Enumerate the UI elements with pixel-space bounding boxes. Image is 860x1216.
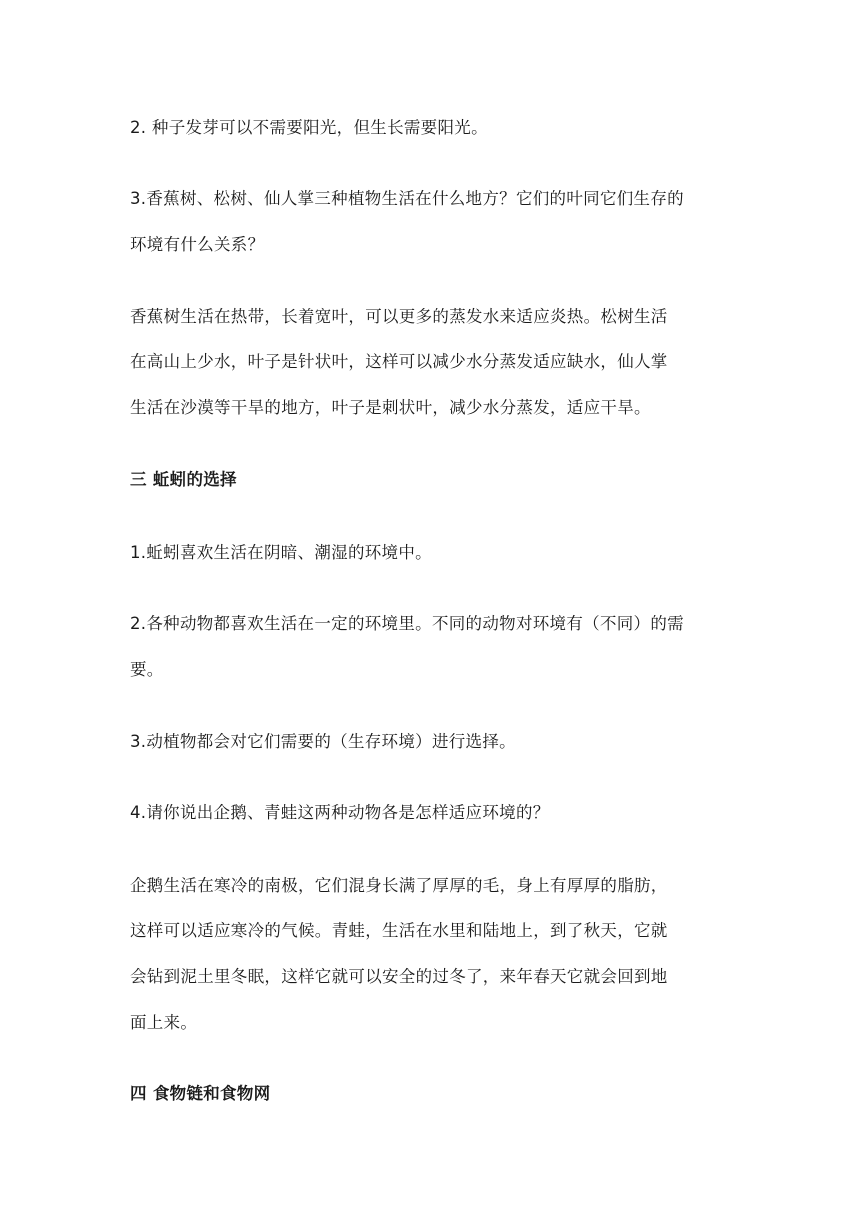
text-line-question-plants: 3.香蕉树、松树、仙人掌三种植物生活在什么地方？它们的叶同它们生存的 <box>130 189 684 208</box>
section-heading-earthworm: 三 蚯蚓的选择 <box>130 470 237 489</box>
text-line-animals-environment-cont: 要。 <box>130 660 164 679</box>
text-line-answer-penguin-3: 会钻到泥土里冬眠，这样它就可以安全的过冬了，来年春天它就会回到地 <box>130 967 668 986</box>
section-heading-food-chain: 四 食物链和食物网 <box>130 1084 271 1103</box>
text-line-selection: 3.动植物都会对它们需要的（生存环境）进行选择。 <box>130 732 516 751</box>
text-line-answer-penguin-4: 面上来。 <box>130 1013 198 1032</box>
text-line-animals-environment: 2.各种动物都喜欢生活在一定的环境里。不同的动物对环境有（不同）的需 <box>130 614 684 633</box>
text-line-question-plants-cont: 环境有什么关系？ <box>130 235 265 254</box>
text-line-question-penguin: 4.请你说出企鹅、青蛙这两种动物各是怎样适应环境的？ <box>130 803 550 822</box>
text-line-answer-penguin-1: 企鹅生活在寒冷的南极，它们混身长满了厚厚的毛，身上有厚厚的脂肪， <box>130 876 668 895</box>
text-line-answer-plants-1: 香蕉树生活在热带，长着宽叶，可以更多的蒸发水来适应炎热。松树生活 <box>130 307 668 326</box>
text-line-seed-sunlight: 2. 种子发芽可以不需要阳光，但生长需要阳光。 <box>130 118 488 137</box>
text-line-earthworm-1: 1.蚯蚓喜欢生活在阴暗、潮湿的环境中。 <box>130 543 432 562</box>
text-line-answer-plants-3: 生活在沙漠等干旱的地方，叶子是刺状叶，减少水分蒸发，适应干旱。 <box>130 398 651 417</box>
text-line-answer-penguin-2: 这样可以适应寒冷的气候。青蛙，生活在水里和陆地上，到了秋天，它就 <box>130 921 668 940</box>
text-line-answer-plants-2: 在高山上少水，叶子是针状叶，这样可以减少水分蒸发适应缺水，仙人掌 <box>130 352 668 371</box>
